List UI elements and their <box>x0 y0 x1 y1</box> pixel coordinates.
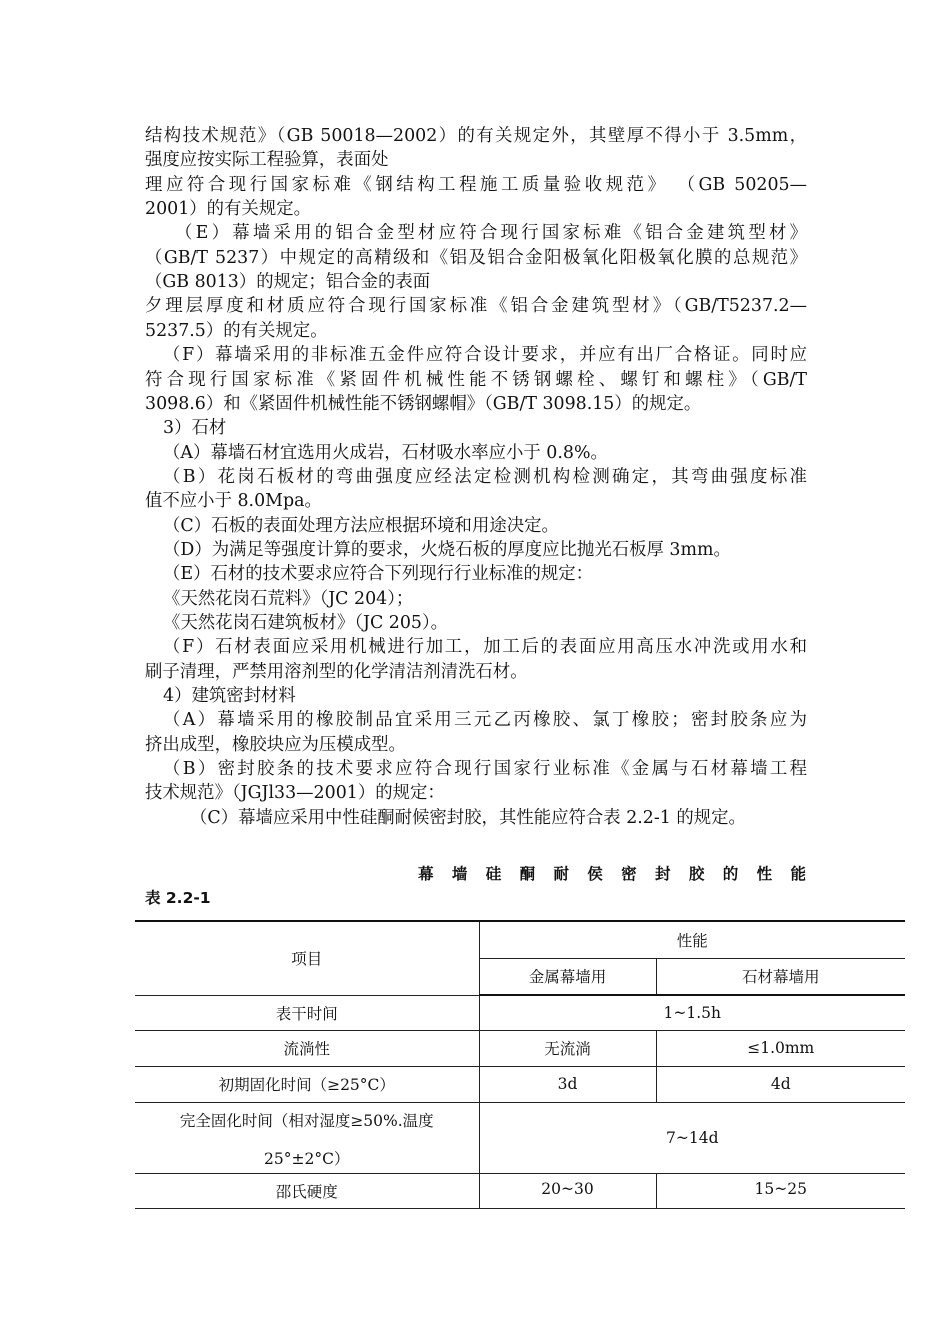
text-line: （A）幕墙采用的橡胶制品宜采用三元乙丙橡胶、氯丁橡胶；密封胶条应为 <box>163 710 807 731</box>
text-line: 《天然花岗石荒料》（JC 204）； <box>163 588 414 609</box>
row-item-line1: 完全固化时间（相对湿度≥50%.温度 <box>179 1111 434 1130</box>
text-line: 挤出成型，橡胶块应为压模成型。 <box>145 734 406 755</box>
text-line: 强度应按实际工程验算，表面处 <box>145 150 389 171</box>
text-line: （E）石材的技术要求应符合下列现行行业标准的规定： <box>163 564 594 585</box>
text-line: 3098.6）和《紧固件机械性能不锈钢螺帽》（GB/T 3098.15）的规定。 <box>145 393 702 414</box>
text-line: 2001）的有关规定。 <box>145 199 311 220</box>
table-caption-number: 表 2.2-1 <box>145 889 211 907</box>
header-item: 项目 <box>135 921 479 995</box>
text-line: （C）幕墙应采用中性硅酮耐候密封胶，其性能应符合表 2.2-1 的规定。 <box>190 807 746 828</box>
text-line: 3）石材 <box>163 418 227 439</box>
text-line: （B）密封胶条的技术要求应符合现行国家行业标准《金属与石材幕墙工程 <box>163 759 807 780</box>
table-row <box>135 1173 905 1208</box>
row-stone-value: 15~25 <box>656 1173 905 1208</box>
text-line: （F）幕墙采用的非标准五金件应符合设计要求，并应有出厂合格证。同时应 <box>163 345 807 366</box>
text-line: 《天然花岗石建筑板材》（JC 205）。 <box>163 613 449 633</box>
row-metal-value: 3d <box>479 1066 656 1102</box>
text-line: 夕理层厚度和材质应符合现行国家标准《铝合金建筑型材》（GB/T5237.2— <box>145 296 807 317</box>
row-item: 表干时间 <box>135 995 479 1030</box>
row-item: 邵氏硬度 <box>135 1173 479 1208</box>
text-line: 结构技术规范》（GB 50018—2002）的有关规定外，其壁厚不得小于 3.5mm， <box>145 126 807 146</box>
text-line: 理应符合现行国家标难《钢结构工程施工质量验收规范》 （GB 50205— <box>145 174 807 195</box>
text-line: 技术规范》（JGJl33—2001）的规定： <box>145 783 445 804</box>
header-stone: 石材幕墙用 <box>656 958 905 995</box>
text-line: （GB/T 5237）中规定的高精级和《铝及铝合金阳极氧化阳极氧化膜的总规范》 <box>145 247 807 268</box>
table-row <box>135 1030 905 1066</box>
header-performance: 性能 <box>479 921 905 958</box>
row-stone-value: ≤1.0mm <box>656 1030 905 1066</box>
row-metal-value: 20~30 <box>479 1173 656 1208</box>
table-row <box>135 995 905 1030</box>
table-row <box>135 1102 905 1173</box>
text-line: 值不应小于 8.0Mpa。 <box>145 491 322 512</box>
text-line: （B）花岗石板材的弯曲强度应经法定检测机构检测确定，其弯曲强度标准 <box>163 466 807 487</box>
table-row <box>135 1066 905 1102</box>
text-line: （D）为满足等强度计算的要求，火烧石板的厚度应比抛光石板厚 3mm。 <box>163 539 731 560</box>
text-line: （A）幕墙石材宜选用火成岩，石材吸水率应小于 0.8%。 <box>163 442 608 463</box>
row-merged-value: 1~1.5h <box>479 995 905 1030</box>
row-item <box>135 1102 479 1173</box>
text-line: （GB 8013）的规定；铝合金的表面 <box>145 272 431 293</box>
table-caption-title: 幕墙硅酮耐侯密封胶的性能 <box>418 865 807 883</box>
text-line: （F）石材表面应采用机械进行加工，加工后的表面应用高压水冲洗或用水和 <box>163 637 807 658</box>
text-line: （E）幕墙采用的铝合金型材应符合现行国家标难《铝合金建筑型材》 <box>175 223 807 244</box>
row-metal-value: 无流淌 <box>479 1030 656 1066</box>
row-item-line2: 25°±2°C） <box>264 1149 350 1168</box>
text-line: （C）石板的表面处理方法应根据环境和用途决定。 <box>163 515 559 536</box>
row-merged-value: 7~14d <box>479 1102 905 1173</box>
row-item: 流淌性 <box>135 1030 479 1066</box>
text-line: 符合现行国家标准《紧固件机械性能不锈钢螺栓、螺钉和螺柱》（GB/T <box>145 369 807 390</box>
row-stone-value: 4d <box>656 1066 905 1102</box>
text-line: 刷子清理，严禁用溶剂型的化学清洁剂清洗石材。 <box>145 661 528 682</box>
row-item: 初期固化时间（≥25°C） <box>135 1066 479 1102</box>
sealant-performance-table <box>135 920 905 1209</box>
text-line: 4）建筑密封材料 <box>163 686 296 707</box>
header-metal: 金属幕墙用 <box>479 958 656 995</box>
text-line: 5237.5）的有关规定。 <box>145 320 328 341</box>
